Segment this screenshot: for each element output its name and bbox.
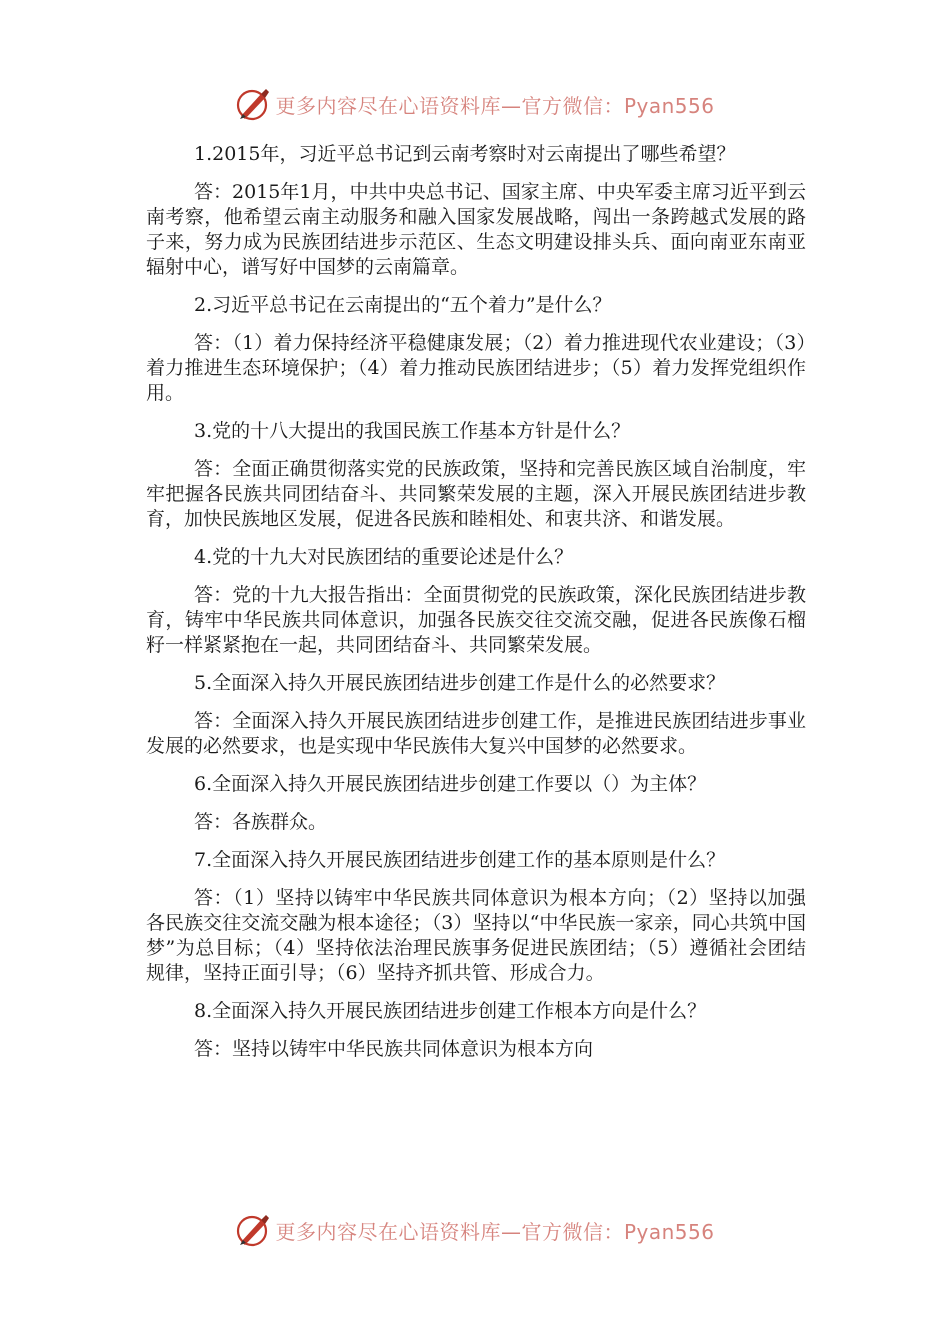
answer-6: 答：各族群众。 — [194, 811, 328, 833]
answer-4: 答：党的十九大报告指出：全面贯彻党的民族政策，深化民族团结进步教育，铸牢中华民族共同体意识，加强各民族交往交流交融，促进各民族像石榴籽一样紧紧抱在一起，共同团结奋斗、共同繁荣发展。 — [146, 584, 806, 656]
answer-3: 答：全面正确贯彻落实党的民族政策，坚持和完善民族区域自治制度，牢牢把握各民族共同团结奋斗、共同繁荣发展的主题，深入开展民族团结进步教育，加快民族地区发展，促进各民族和睦相处、和衷共济、和谐发展。 — [146, 458, 806, 530]
question-1: 1.2015年，习近平总书记到云南考察时对云南提出了哪些希望？ — [194, 143, 736, 165]
question-6: 6.全面深入持久开展民族团结进步创建工作要以（）为主体？ — [194, 773, 707, 795]
qa-content — [146, 142, 806, 1075]
answer-5: 答：全面深入持久开展民族团结进步创建工作，是推进民族团结进步事业发展的必然要求，也是实现中华民族伟大复兴中国梦的必然要求。 — [146, 710, 806, 757]
question-7: 7.全面深入持久开展民族团结进步创建工作的基本原则是什么？ — [194, 849, 726, 871]
header-banner — [0, 84, 950, 124]
question-4: 4.党的十九大对民族团结的重要论述是什么？ — [194, 546, 574, 568]
question-5: 5.全面深入持久开展民族团结进步创建工作是什么的必然要求？ — [194, 672, 726, 694]
question-3: 3.党的十八大提出的我国民族工作基本方针是什么？ — [194, 420, 631, 442]
pen-logo-icon — [235, 1212, 271, 1248]
answer-2: 答：（1）着力保持经济平稳健康发展；（2）着力推进现代农业建设；（3）着力推进生态环境保护；（4）着力推动民族团结进步；（5）着力发挥党组织作用。 — [146, 332, 806, 404]
answer-8: 答：坚持以铸牢中华民族共同体意识为根本方向 — [194, 1038, 594, 1060]
question-2: 2.习近平总书记在云南提出的“五个着力”是什么？ — [194, 294, 612, 316]
header-banner-text: 更多内容尽在心语资料库—官方微信：Pyan556 — [275, 93, 715, 118]
footer-banner — [0, 1210, 950, 1250]
answer-1: 答：2015年1月，中共中央总书记、国家主席、中央军委主席习近平到云南考察，他希望云南主动服务和融入国家发展战略，闯出一条跨越式发展的路子来，努力成为民族团结进步示范区、生态文明建设排头兵、面向南亚东南亚辐射中心，谱写好中国梦的云南篇章。 — [146, 181, 806, 278]
answer-7: 答：（1）坚持以铸牢中华民族共同体意识为根本方向；（2）坚持以加强各民族交往交流交融为根本途径；（3）坚持以“中华民族一家亲，同心共筑中国梦”为总目标；（4）坚持依法治理民族事务促进民族团结；（5）遵循社会团结规律，坚持正面引导；（6）坚持齐抓共管、形成合力。 — [146, 887, 806, 984]
pen-logo-icon — [235, 86, 271, 122]
question-8: 8.全面深入持久开展民族团结进步创建工作根本方向是什么？ — [194, 1000, 707, 1022]
footer-banner-text: 更多内容尽在心语资料库—官方微信：Pyan556 — [275, 1219, 715, 1244]
